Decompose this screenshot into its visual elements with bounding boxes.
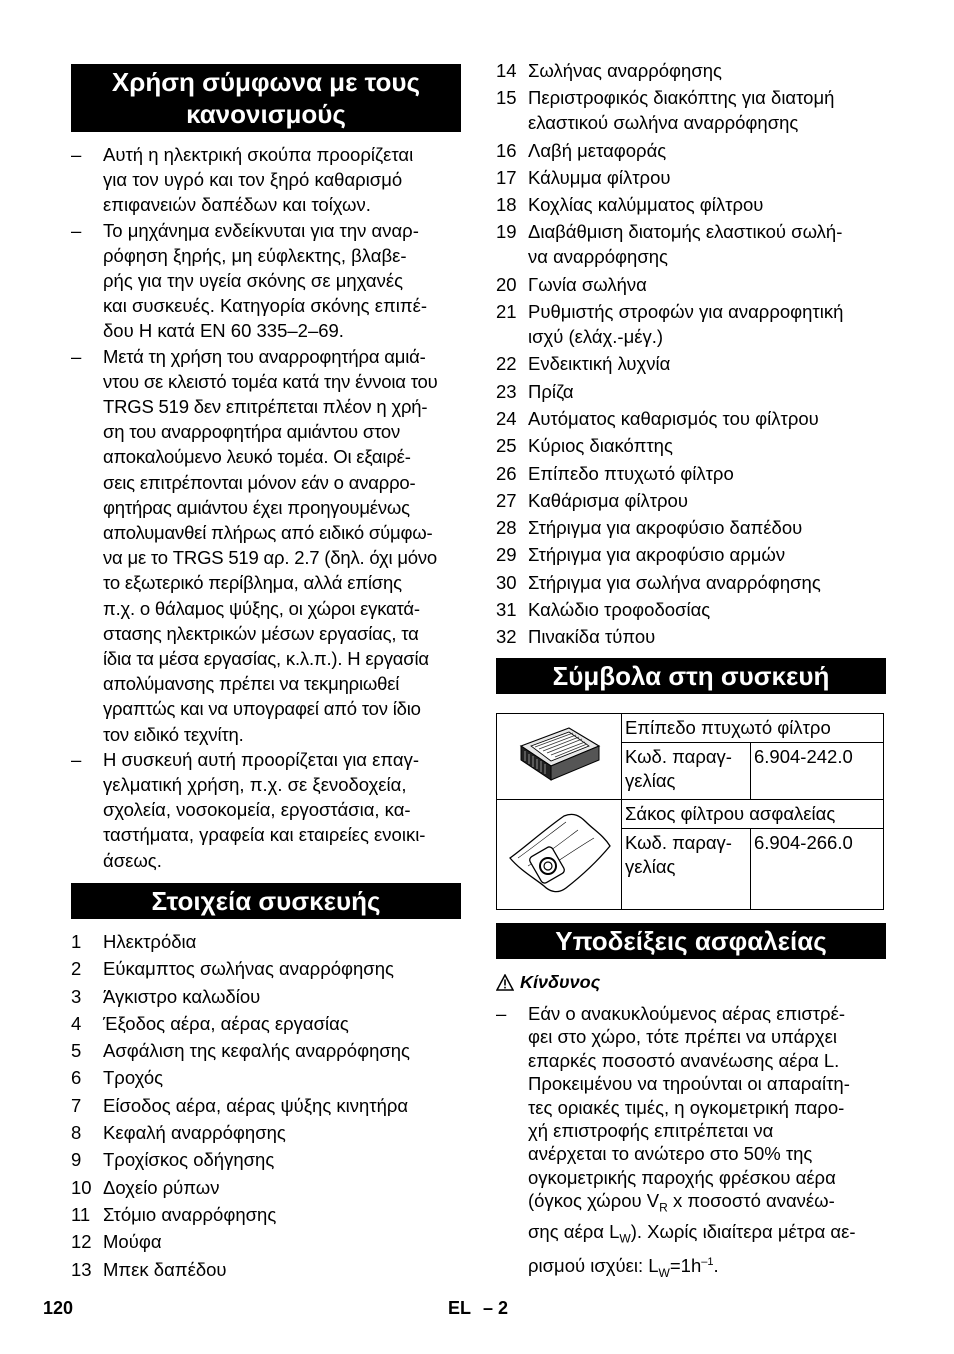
item-label: Μπεκ δαπέδου (103, 1258, 227, 1280)
section-heading-text: Στοιχεία συσκευής (151, 886, 381, 916)
item-number: 3 (71, 985, 82, 1007)
footer-sub-page: – 2 (483, 1298, 509, 1318)
numbered-item (71, 1038, 461, 1063)
bullet-item (71, 747, 461, 873)
numbered-item (71, 1147, 461, 1172)
section-heading-safety (496, 923, 886, 959)
item-number: 18 (496, 194, 517, 216)
item-label: Δοχείο ρύπων (103, 1176, 220, 1198)
text-line: Προκειμένου να τηρούνται οι απαραίτη- (528, 1073, 850, 1095)
symbol-name: Σάκος φίλτρου ασφαλείας (622, 800, 884, 829)
text-line: ντου σε κλειστό τομέα κατά την έννοια του (103, 370, 438, 392)
item-number: 27 (496, 489, 517, 511)
item-label: Επίπεδο πτυχωτό φίλτρο (528, 462, 734, 484)
text-line: ανέρχεται το ανώτερο στο 50% της (528, 1143, 813, 1165)
numbered-item (71, 929, 461, 954)
text-line: ίδια τα μέσα εργασίας, κ.λ.π.). Η εργασία (103, 648, 429, 670)
numbered-item (71, 1120, 461, 1145)
item-number: 21 (496, 301, 517, 323)
symbols-table (496, 713, 884, 910)
section-heading-device-elements (71, 883, 461, 919)
numbered-item (496, 488, 886, 513)
item-number: 23 (496, 380, 517, 402)
bullet-dash: – (71, 219, 82, 241)
numbered-item (496, 461, 886, 486)
text-line: και συσκευές. Κατηγορία σκόνης επιπέ- (103, 295, 428, 317)
text-line: σεις επιτρέπονται μόνον εάν ο αναρρο- (103, 471, 416, 493)
text-part: ρισμού ισχύει: L (528, 1255, 659, 1277)
device-elements-list-continued (496, 58, 886, 652)
text-line: Η συσκευή αυτή προορίζεται για επαγ- (103, 748, 419, 770)
bag-image-cell (497, 800, 622, 910)
item-label: Στήριγμα για ακροφύσιο δαπέδου (528, 517, 803, 539)
numbered-item (496, 272, 886, 297)
text-line: ρής για την υγεία σκόνης σε μηχανές (103, 270, 404, 292)
item-label: Τροχίσκος οδήγησης (103, 1149, 275, 1171)
item-label: Καλώδιο τροφοδοσίας (528, 599, 711, 621)
numbered-item (71, 1229, 461, 1254)
bullet-item (71, 344, 461, 747)
filter-image-cell (497, 714, 622, 800)
text-line: δου H κατά EN 60 335–2–69. (103, 320, 344, 342)
numbered-item (71, 1202, 461, 1227)
bullet-dash: – (496, 1003, 507, 1024)
item-number: 9 (71, 1149, 82, 1171)
bullet-item (71, 218, 461, 344)
text-line: το εξωτερικό περίβλημα, αλλά επίσης (103, 572, 402, 594)
text-line: Μετά τη χρήση του αναρροφητήρα αμιά- (103, 345, 426, 367)
item-number: 11 (71, 1203, 91, 1225)
numbered-item (496, 85, 886, 135)
order-label-line1: Κωδ. παραγ- (625, 746, 732, 767)
bullet-dash: – (71, 144, 82, 165)
item-number: 28 (496, 517, 517, 539)
text-line (528, 1251, 918, 1285)
item-label: Κύριος διακόπτης (528, 435, 673, 457)
danger-label: Κίνδυνος (520, 972, 601, 992)
text-line: φει στο χώρο, τότε πρέπει να υπάρχει (528, 1026, 837, 1048)
item-number: 22 (496, 353, 517, 375)
item-number: 19 (496, 221, 517, 243)
subscript: W (658, 1266, 670, 1281)
item-number: 1 (71, 931, 82, 952)
item-number: 6 (71, 1067, 82, 1089)
item-label: Ενδεικτική λυχνία (528, 353, 671, 375)
item-label: Κεφαλή αναρρόφησης (103, 1122, 286, 1144)
text-line: ογκομετρικής παροχής φρέσκου αέρα (528, 1166, 836, 1188)
section-heading-text: Σύμβολα στη συσκευή (552, 661, 830, 691)
text-line: στασης ηλεκτρικών μέσων εργασίας, τα (103, 622, 419, 644)
text-line: απολυμανθεί πλήρως από ειδικό σύμφω- (103, 522, 433, 544)
item-number: 20 (496, 273, 517, 295)
text-part: =1h (669, 1255, 702, 1277)
device-elements-list (71, 929, 461, 1284)
order-label-line2: γελίας (625, 856, 676, 877)
item-label: Γωνία σωλήνα (528, 273, 647, 295)
item-number: 16 (496, 139, 517, 161)
page-number: 120 (43, 1298, 74, 1318)
text-line: για τον υγρό και τον ξηρό καθαρισμό (103, 169, 403, 191)
flat-pleated-filter-icon (515, 724, 603, 784)
text-line: TRGS 519 δεν επιτρέπεται πλέον η χρή- (103, 396, 428, 418)
numbered-item (496, 515, 886, 540)
numbered-item (71, 1093, 461, 1118)
item-label: Ρυθμιστής στροφών για αναρροφητική (528, 301, 844, 323)
safety-bullet (496, 1002, 918, 1286)
text-line: ση του αναρροφητήρα αμιάντου στον (103, 421, 401, 443)
text-line: αποκαλούμενο λευκό τομέα. Οι εξαιρέ- (103, 446, 411, 468)
text-part: σης αέρα L (528, 1221, 620, 1243)
bullet-dash: – (71, 748, 82, 770)
numbered-item (496, 624, 886, 649)
item-label: Κοχλίας καλύμματος φίλτρου (528, 194, 764, 216)
warning-triangle-icon (496, 974, 514, 991)
text-line: Αυτή η ηλεκτρική σκούπα προορίζεται (103, 144, 414, 165)
order-label-line1: Κωδ. παραγ- (625, 832, 732, 853)
item-number: 30 (496, 571, 517, 593)
text-line: επαρκές ποσοστό ανανέωσης αέρα L. (528, 1049, 840, 1071)
text-line: τον ειδικό τεχνίτη. (103, 723, 244, 745)
numbered-item (71, 1175, 461, 1200)
item-label: Αυτόματος καθαρισμός του φίλτρου (528, 407, 819, 429)
item-label: Καθάρισμα φίλτρου (528, 489, 688, 511)
numbered-item (71, 1257, 461, 1282)
item-number: 32 (496, 626, 517, 648)
item-label: Ασφάλιση της κεφαλής αναρρόφησης (103, 1040, 410, 1062)
item-label: Ηλεκτρόδια (103, 931, 197, 952)
section-heading-text: Χρήση σύμφωνα με τους κανονισμούς (111, 67, 421, 129)
item-number: 2 (71, 958, 82, 980)
item-number: 7 (71, 1094, 82, 1116)
text-line: χή επιστροφής επιτρέπεται να (528, 1120, 774, 1142)
superscript: –1 (701, 1256, 714, 1269)
item-label: Μούφα (103, 1231, 162, 1253)
section-heading-intended-use (71, 64, 461, 132)
numbered-item (496, 379, 886, 404)
item-label: ισχύ (ελάχ.-μέγ.) (528, 326, 664, 348)
item-label: Διαβάθμιση διατομής ελαστικού σωλή- (528, 221, 843, 243)
text-line: επιφανειών δαπέδων και τοίχων. (103, 194, 371, 216)
text-line (528, 1189, 918, 1220)
item-number: 13 (71, 1258, 92, 1280)
item-label: Σωλήνας αναρρόφησης (528, 60, 722, 81)
numbered-item (71, 1065, 461, 1090)
text-line: ρόφηση ξηρής, μη εύφλεκτης, βλαβε- (103, 244, 407, 266)
numbered-item (496, 406, 886, 431)
item-number: 10 (71, 1176, 92, 1198)
item-number: 26 (496, 462, 517, 484)
text-line: τες οριακές τιμές, η ογκομετρική παρο- (528, 1096, 845, 1118)
item-label: Άγκιστρο καλωδίου (103, 985, 261, 1007)
numbered-item (496, 165, 886, 190)
numbered-item (496, 570, 886, 595)
item-label: Είσοδος αέρα, αέρας ψύξης κινητήρα (103, 1094, 409, 1116)
text-part: x ποσοστό ανανέω- (667, 1190, 835, 1212)
item-label: Στήριγμα για ακροφύσιο αρμών (528, 544, 786, 566)
numbered-item (496, 351, 886, 376)
item-number: 29 (496, 544, 517, 566)
section-heading-symbols (496, 658, 886, 694)
intended-use-list (71, 142, 461, 873)
numbered-item (71, 1011, 461, 1036)
numbered-item (71, 984, 461, 1009)
item-label: Λαβή μεταφοράς (528, 139, 667, 161)
symbol-row-bag (497, 800, 884, 829)
numbered-item (496, 219, 886, 269)
item-number: 15 (496, 87, 517, 109)
text-line: φητήρας αμιάντου έχει προηγουμένως (103, 496, 410, 518)
item-label: Κάλυμμα φίλτρου (528, 166, 671, 188)
symbol-name: Επίπεδο πτυχωτό φίλτρο (622, 714, 884, 743)
item-number: 12 (71, 1231, 92, 1253)
text-line: π.χ. ο θάλαμος ψύξης, οι χώροι εγκατά- (103, 597, 420, 619)
numbered-item (496, 433, 886, 458)
item-label: να αναρρόφησης (528, 246, 668, 268)
item-number: 4 (71, 1012, 82, 1034)
order-number-value: 6.904-242.0 (751, 743, 884, 800)
item-label: Στόμιο αναρρόφησης (103, 1203, 277, 1225)
item-number: 25 (496, 435, 517, 457)
safety-filter-bag-icon (504, 808, 614, 896)
numbered-item (496, 597, 886, 622)
text-line: να με το TRGS 519 αρ. 2.7 (δηλ. όχι μόνο (103, 547, 438, 569)
item-number: 5 (71, 1040, 82, 1062)
text-part: (όγκος χώρου V (528, 1190, 660, 1212)
text-line: σχολεία, νοσοκομεία, εργοστάσια, κα- (103, 799, 411, 821)
text-part: ). Χωρίς ιδιαίτερα μέτρα αε- (630, 1221, 856, 1243)
text-line: γελματική χρήση, π.χ. σε ξενοδοχεία, (103, 774, 407, 796)
item-label: Πινακίδα τύπου (528, 626, 656, 648)
item-label: ελαστικού σωλήνα αναρρόφησης (528, 112, 799, 134)
text-part: . (713, 1255, 719, 1277)
item-label: Εύκαμπτος σωλήνας αναρρόφησης (103, 958, 394, 980)
item-number: 31 (496, 599, 517, 621)
item-number: 17 (496, 166, 517, 188)
text-line: γραπτώς και να υπογραφεί από τον ίδιο (103, 698, 421, 720)
order-number-label (622, 829, 751, 910)
order-label-line2: γελίας (625, 770, 676, 791)
item-number: 24 (496, 407, 517, 429)
footer-language-code: EL (448, 1298, 472, 1318)
numbered-item (71, 956, 461, 981)
text-line (528, 1220, 918, 1251)
text-line: ταστήματα, γραφεία και εταιρείες ενοικι- (103, 824, 426, 846)
bullet-item (71, 142, 461, 218)
danger-warning (496, 972, 600, 993)
item-label: Έξοδος αέρα, αέρας εργασίας (103, 1012, 349, 1034)
numbered-item (496, 299, 886, 349)
text-line: Το μηχάνημα ενδείκνυται για την αναρ- (103, 219, 419, 241)
subscript: R (659, 1200, 668, 1215)
numbered-item (496, 58, 886, 83)
item-label: Τροχός (103, 1067, 164, 1089)
numbered-item (496, 192, 886, 217)
text-line: άσεως. (103, 849, 162, 871)
symbol-row-filter (497, 714, 884, 743)
section-heading-text: Υποδείξεις ασφαλείας (555, 926, 827, 956)
item-label: Περιστροφικός διακόπτης για διατομή (528, 87, 835, 109)
bullet-dash: – (71, 345, 82, 367)
item-label: Στήριγμα για σωλήνα αναρρόφησης (528, 571, 821, 593)
text-line: απολύμανσης πρέπει να τεκμηριωθεί (103, 673, 400, 695)
numbered-item (496, 138, 886, 163)
subscript: W (619, 1232, 631, 1247)
item-number: 8 (71, 1122, 82, 1144)
item-number: 14 (496, 60, 517, 81)
numbered-item (496, 542, 886, 567)
item-label: Πρίζα (528, 380, 574, 402)
order-number-value: 6.904-266.0 (751, 829, 884, 910)
text-line: Εάν ο ανακυκλούμενος αέρας επιστρέ- (528, 1003, 845, 1024)
order-number-label (622, 743, 751, 800)
